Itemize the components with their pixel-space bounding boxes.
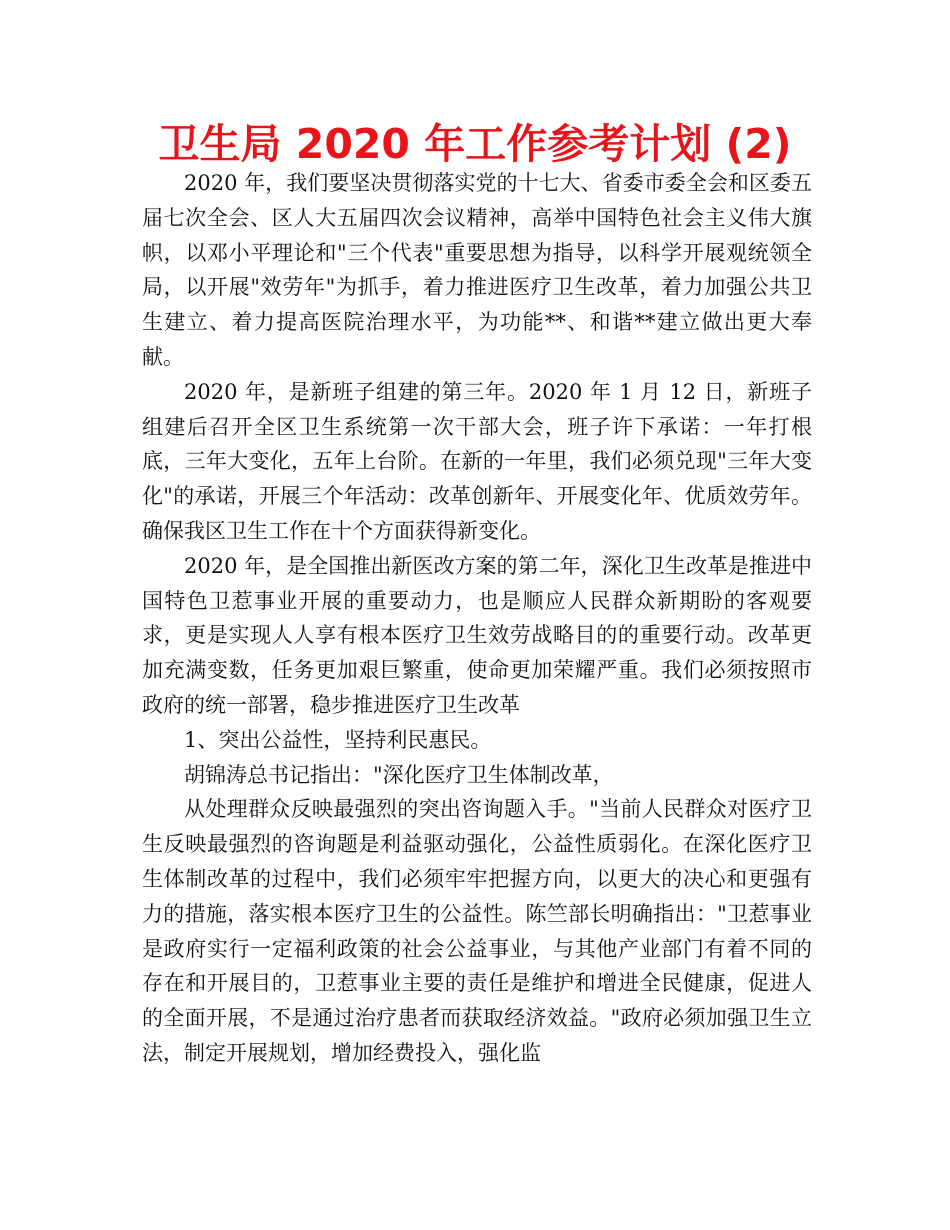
paragraph-3: 2020 年，是全国推出新医改方案的第二年，深化卫生改革是推进中国特色卫惹事业开展的重要动力，也是顺应人民群众新期盼的客观要求，更是实现人人享有根本医疗卫生效劳战略目的的重要行动。改革更加充满变数，任务更加艰巨繁重，使命更加荣耀严重。我们必须按照市政府的统一部署，稳步推进医疗卫生改革 bbox=[142, 553, 812, 717]
paragraph-5: 胡锦涛总书记指出："深化医疗卫生体制改革， bbox=[184, 762, 614, 787]
paragraph-1: 2020 年，我们要坚决贯彻落实党的十七大、省委市委全会和区委五届七次全会、区人大五届四次会议精神，高举中国特色社会主义伟大旗帜，以邓小平理论和"三个代表"重要思想为指导，以科学开展观统领全局，以开展"效劳年"为抓手，着力推进医疗卫生改革，着力加强公共卫生建立、着力提高医院治理水平，为功能**、和谐**建立做出更大奉献。 bbox=[142, 171, 812, 369]
paragraph-4: 1、突出公益性，坚持利民惠民。 bbox=[184, 727, 492, 752]
document-body bbox=[142, 166, 812, 1071]
paragraph-2: 2020 年，是新班子组建的第三年。2020 年 1 月 12 日，新班子组建后召开全区卫生系统第一次干部大会，班子许下承诺：一年打根底，三年大变化，五年上台阶。在新的一年里，我们必须兑现"三年大变化"的承诺，开展三个年活动：改革创新年、开展变化年、优质效劳年。确保我区卫生工作在十个方面获得新变化。 bbox=[142, 379, 812, 543]
paragraph-6: 从处理群众反映最强烈的突出咨询题入手。"当前人民群众对医疗卫生反映最强烈的咨询题是利益驱动强化，公益性质弱化。在深化医疗卫生体制改革的过程中，我们必须牢牢把握方向，以更大的决心和更强有力的措施，落实根本医疗卫生的公益性。陈竺部长明确指出："卫惹事业是政府实行一定福利政策的社会公益事业，与其他产业部门有着不同的存在和开展目的，卫惹事业主要的责任是维护和增进全民健康，促进人的全面开展，不是通过治疗患者而获取经济效益。"政府必须加强卫生立法，制定开展规划，增加经费投入，强化监 bbox=[142, 797, 812, 1065]
document-title: 卫生局 2020 年工作参考计划 (2) bbox=[158, 120, 792, 168]
